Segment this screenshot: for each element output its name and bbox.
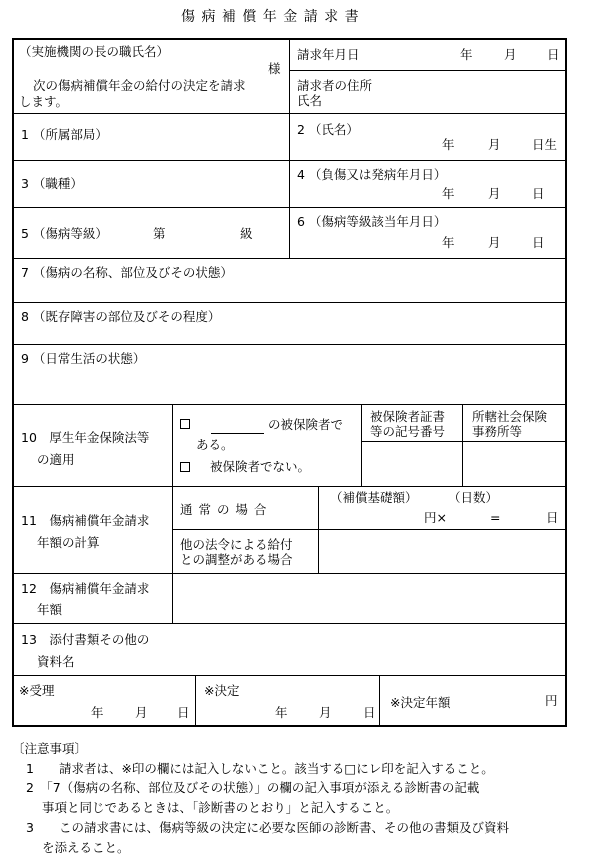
- receipt-month: 月: [135, 705, 148, 720]
- note-2-line1: 2 「7（傷病の名称、部位及びその状態）」の欄の記入事項が添える診断書の記載: [26, 780, 480, 795]
- s11-day-unit: 日: [546, 510, 559, 525]
- rule-row-footer: [12, 675, 566, 676]
- footer-div1: [195, 675, 196, 726]
- s10-col2-line2: 事務所等: [472, 424, 523, 439]
- rule-row5: [12, 207, 566, 208]
- s10-col1-line2: 等の記号番号: [370, 424, 446, 439]
- rule-row11-mid: [172, 529, 566, 530]
- field-4-year: 年: [442, 186, 455, 201]
- notes-heading: 〔注意事項〕: [12, 741, 88, 756]
- s11-days-header: （日数）: [448, 490, 499, 505]
- s10-opt1-suffix: の被保険者で: [268, 417, 344, 432]
- s11-other-1: 他の法令による給付: [180, 537, 293, 552]
- rule-row9: [12, 344, 566, 345]
- field-6-year: 年: [442, 235, 455, 250]
- field-1-label: 1 （所属部局）: [21, 127, 108, 142]
- field-5-kyu: 級: [240, 226, 253, 241]
- s10-blank-underline: [211, 433, 264, 434]
- s11-label-2: 年額の計算: [37, 535, 100, 550]
- rule-row8: [12, 302, 566, 303]
- s10-col1-line1: 被保険者証書: [370, 409, 446, 424]
- rule-row1: [12, 113, 566, 114]
- field-2-year: 年: [442, 137, 455, 152]
- s10-div-options: [361, 404, 362, 486]
- request-date-year: 年: [460, 47, 473, 62]
- decision-day: 日: [363, 705, 376, 720]
- receipt-day: 日: [177, 705, 190, 720]
- field-4-day: 日: [532, 186, 545, 201]
- divider-center: [289, 38, 290, 259]
- rule-top-split-right: [289, 70, 566, 71]
- form-title: 傷 病 補 償 年 金 請 求 書: [181, 9, 360, 25]
- footer-div2: [379, 675, 380, 726]
- request-text-1: 次の傷病補償年金の給付の決定を請求: [33, 78, 246, 93]
- request-text-2: します。: [19, 94, 69, 109]
- field-6-label: 6 （傷病等級該当年月日）: [297, 214, 447, 229]
- request-date-day: 日: [547, 47, 560, 62]
- receipt-year: 年: [91, 705, 104, 720]
- s10-opt1-line2: ある。: [196, 437, 234, 452]
- s10-label-2: の適用: [37, 452, 75, 467]
- field-3-label: 3 （職種）: [21, 176, 83, 191]
- addressee-label: （実施機関の長の職氏名）: [19, 44, 170, 59]
- decision-month: 月: [319, 705, 332, 720]
- request-date-month: 月: [504, 47, 517, 62]
- s10-div-label: [172, 404, 173, 623]
- field-4-month: 月: [488, 186, 501, 201]
- rule-row13: [12, 623, 566, 624]
- sama-suffix: 様: [268, 61, 281, 76]
- frame-bottom: [12, 725, 567, 727]
- field-6-month: 月: [488, 235, 501, 250]
- s11-base-header: （補償基礎額）: [330, 490, 418, 505]
- rule-row11: [12, 486, 566, 487]
- annual-label: ※決定年額: [390, 695, 451, 710]
- name-label: 氏名: [297, 93, 323, 108]
- field-2-day: 日生: [532, 137, 558, 152]
- s10-div-cols: [462, 404, 463, 486]
- annual-yen: 円: [545, 693, 558, 708]
- s13-label-1: 13 添付書類その他の: [21, 632, 150, 647]
- s11-other-2: との調整がある場合: [180, 552, 293, 567]
- field-2-label: 2 （氏名）: [297, 122, 359, 137]
- address-label: 請求者の住所: [297, 78, 373, 93]
- field-2-month: 月: [488, 137, 501, 152]
- request-date-label: 請求年月日: [297, 47, 360, 62]
- rule-row12: [12, 573, 566, 574]
- s10-checkbox-insured[interactable]: [180, 419, 190, 429]
- field-4-label: 4 （負傷又は発病年月日）: [297, 167, 447, 182]
- field-7-label: 7 （傷病の名称、部位及びその状態）: [21, 265, 233, 280]
- rule-row7: [12, 258, 566, 259]
- receipt-label: ※受理: [19, 683, 55, 698]
- field-5-dai: 第: [153, 226, 166, 241]
- s10-col2-line1: 所轄社会保険: [472, 409, 548, 424]
- s11-label-1: 11 傷病補償年金請求: [21, 513, 150, 528]
- field-5-label: 5 （傷病等級）: [21, 226, 108, 241]
- field-8-label: 8 （既存障害の部位及びその程度）: [21, 309, 221, 324]
- field-9-label: 9 （日常生活の状態）: [21, 351, 146, 366]
- decision-year: 年: [275, 705, 288, 720]
- field-6-day: 日: [532, 235, 545, 250]
- rule-row3: [12, 160, 566, 161]
- note-2-line2: 事項と同じであるときは、「診断書のとおり」と記入すること。: [42, 800, 399, 815]
- s12-label-1: 12 傷病補償年金請求: [21, 581, 150, 596]
- s10-label-1: 10 厚生年金保険法等: [21, 430, 150, 445]
- note-3-line1: 3 この請求書には、傷病等級の決定に必要な医師の診断書、その他の書類及び資料: [26, 820, 509, 835]
- s13-label-2: 資料名: [37, 654, 75, 669]
- s10-col-header-rule: [361, 441, 566, 442]
- note-1: 1 請求者は、※印の欄には記入しないこと。該当する□にレ印を記入すること。: [26, 761, 494, 776]
- decision-label: ※決定: [204, 683, 240, 698]
- rule-row10: [12, 404, 566, 405]
- note-3-line2: を添えること。: [42, 840, 130, 855]
- s11-div: [318, 486, 319, 573]
- s11-normal-case: 通 常 の 場 合: [180, 502, 268, 517]
- s10-opt2: 被保険者でない。: [210, 459, 311, 474]
- s11-yen-times: 円×: [424, 510, 447, 525]
- s10-checkbox-not-insured[interactable]: [180, 462, 190, 472]
- s11-equals: =: [490, 510, 501, 525]
- s12-label-2: 年額: [37, 602, 63, 617]
